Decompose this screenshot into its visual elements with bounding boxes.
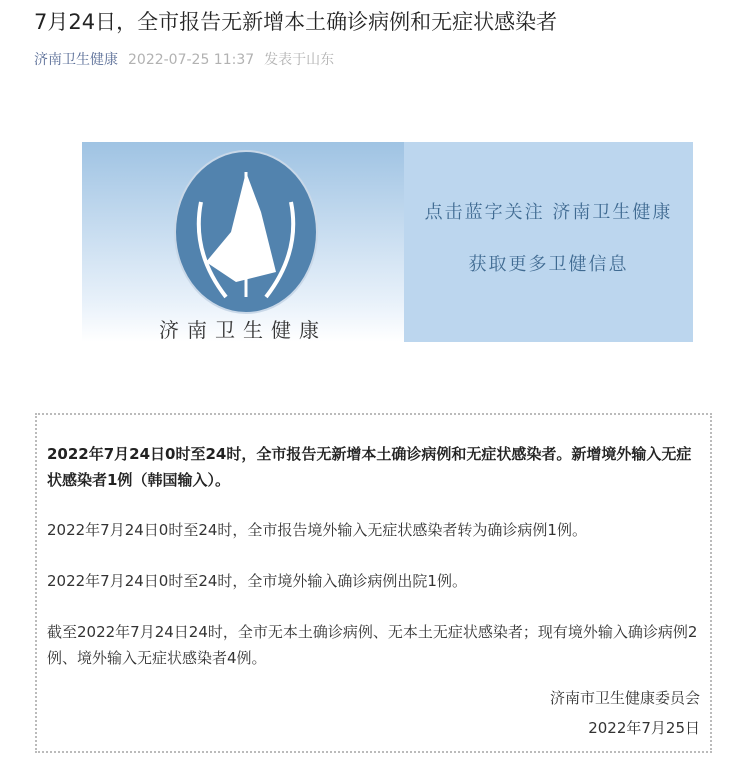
article-meta	[34, 50, 334, 70]
health-emblem-icon	[174, 150, 318, 314]
publish-location: 发表于山东	[264, 52, 335, 68]
banner-text-area	[404, 142, 693, 342]
account-link[interactable]: 济南卫生健康	[34, 52, 118, 68]
paragraph-2: 2022年7月24日0时至24时，全市报告境外输入无症状感染者转为确诊病例1例。	[47, 521, 587, 539]
banner-line-2: 获取更多卫健信息	[468, 254, 629, 275]
signature-date: 2022年7月25日	[588, 719, 700, 737]
follow-banner[interactable]	[82, 142, 693, 342]
paragraph-4: 截至2022年7月24日24时，全市无本土确诊病例、无本土无症状感染者；现有境外输入确诊病例2例、境外输入无症状感染者4例。	[47, 623, 698, 667]
article-title: 7月24日，全市报告无新增本土确诊病例和无症状感染者	[34, 10, 558, 34]
publish-time: 2022-07-25 11:37	[128, 52, 255, 68]
banner-line-1: 点击蓝字关注 济南卫生健康	[424, 202, 673, 223]
paragraph-3: 2022年7月24日0时至24时，全市境外输入确诊病例出院1例。	[47, 572, 467, 590]
banner-logo-area	[82, 142, 404, 342]
logo-text: 济南卫生健康	[159, 318, 327, 342]
signature: 济南市卫生健康委员会	[549, 689, 700, 707]
article-content-box	[35, 413, 712, 753]
paragraph-1: 2022年7月24日0时至24时，全市报告无新增本土确诊病例和无症状感染者。新增境外输入无症状感染者1例（韩国输入）。	[47, 445, 692, 489]
